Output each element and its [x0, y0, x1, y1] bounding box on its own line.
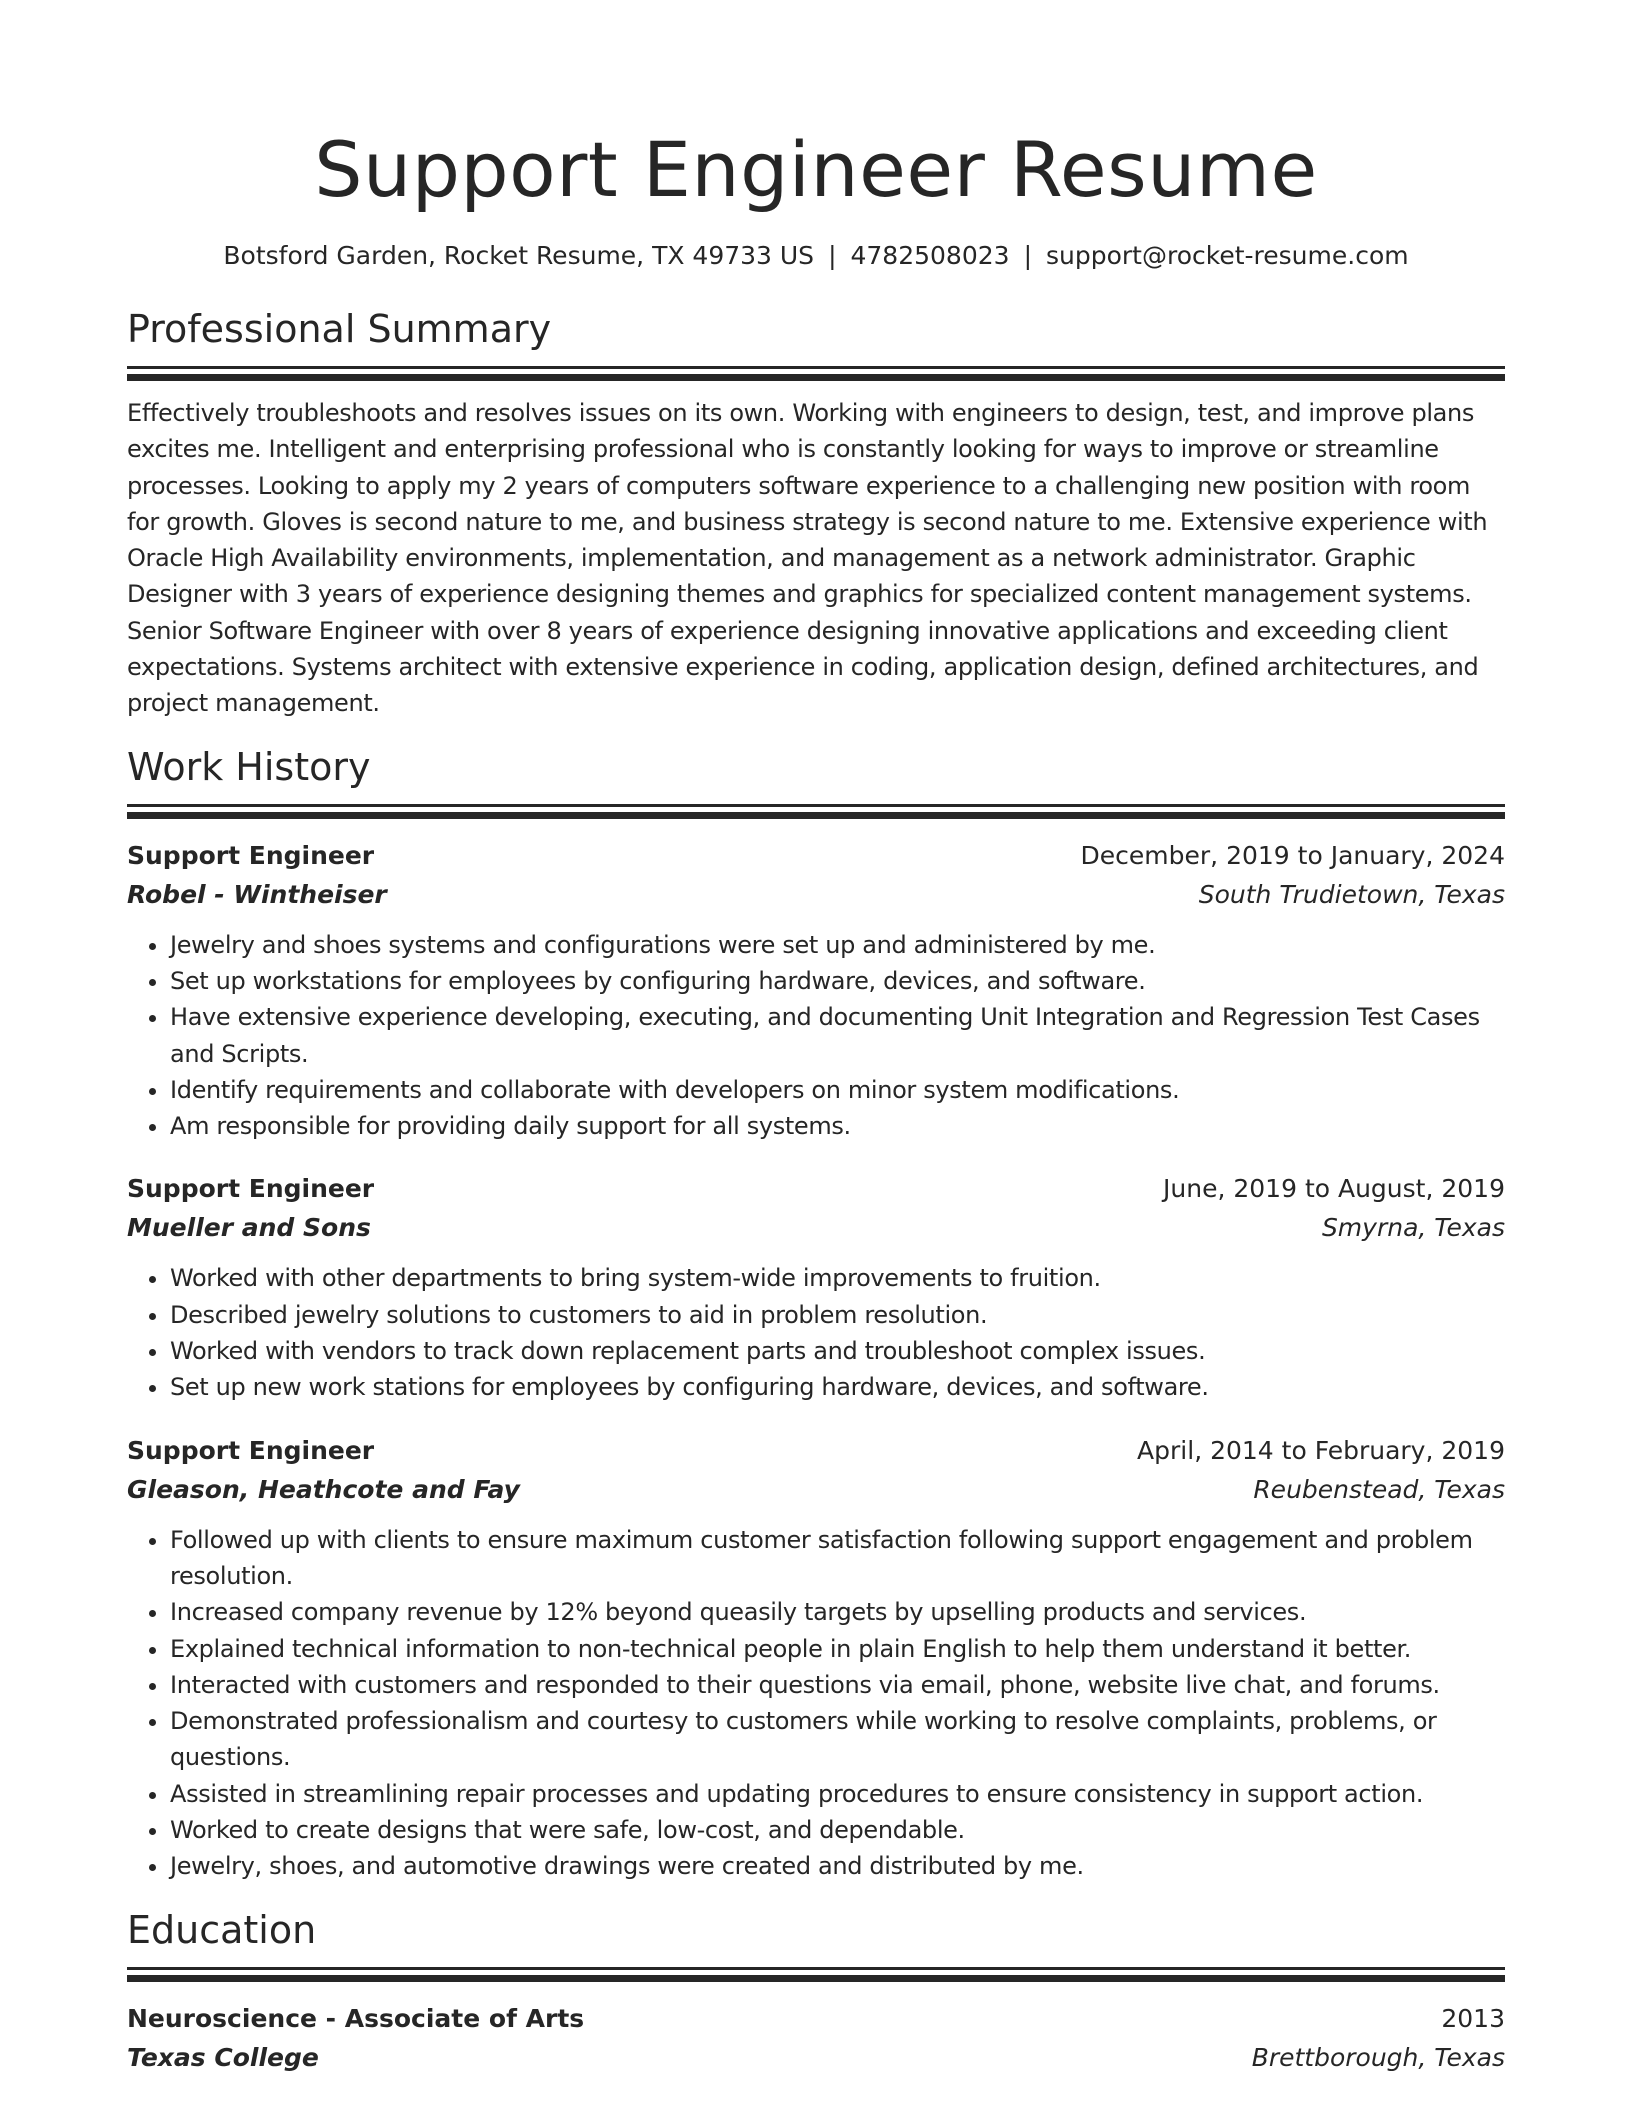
contact-phone: 4782508023	[850, 241, 1010, 270]
section-divider	[127, 366, 1505, 369]
job-bullet: • Set up new work stations for employees by configuring hardware, devices, and software.	[170, 1369, 1505, 1405]
education-location: Brettborough, Texas	[1251, 2042, 1505, 2072]
job-bullet: • Set up workstations for employees by configuring hardware, devices, and software.	[170, 963, 1505, 999]
section-divider	[127, 804, 1505, 807]
education-year: 2013	[1441, 2003, 1505, 2033]
job-bullet: • Have extensive experience developing, executing, and documenting Unit Integration and Regression Test Cases and Scripts.	[170, 999, 1505, 1072]
job-bullet: • Increased company revenue by 12% beyond queasily targets by upselling products and services.	[170, 1594, 1505, 1630]
job-bullet: • Worked to create designs that were safe, low-cost, and dependable.	[170, 1812, 1505, 1848]
job-company: Robel - Wintheiser	[127, 879, 387, 909]
job-bullet: • Am responsible for providing daily support for all systems.	[170, 1108, 1505, 1144]
job-title: Support Engineer	[127, 1435, 375, 1465]
job-bullet: • Demonstrated professionalism and courtesy to customers while working to resolve complaints, problems, or questions.	[170, 1703, 1505, 1776]
job-bullets	[127, 1260, 1505, 1405]
summary-text: Effectively troubleshoots and resolves issues on its own. Working with engineers to design, test, and improve plans excites me. Intelligent and enterprising professional who is constantly looking for ways to improve or streamline processes. Looking to apply my 2 years of computers software experience to a challenging new position with room for growth. Gloves is second nature to me, and business strategy is second nature to me. Extensive experience with Oracle High Availability environments, implementation, and management as a network administrator. Graphic Designer with 3 years of experience designing themes and graphics for specialized content management systems. Senior Software Engineer with over 8 years of experience designing innovative applications and exceeding client expectations. Systems architect with extensive experience in coding, application design, defined architectures, and project management.	[127, 399, 1488, 718]
job-dates: December, 2019 to January, 2024	[1080, 840, 1505, 870]
contact-line	[127, 238, 1505, 274]
job-bullet: • Described jewelry solutions to customers to aid in problem resolution.	[170, 1297, 1505, 1333]
contact-email: support@rocket-resume.com	[1046, 241, 1409, 270]
section-heading-summary: Professional Summary	[127, 307, 552, 351]
job-bullets	[127, 927, 1505, 1145]
section-divider-thick	[127, 374, 1505, 381]
job-bullet: • Jewelry and shoes systems and configurations were set up and administered by me.	[170, 927, 1505, 963]
section-divider-thick	[127, 1975, 1505, 1982]
job-company: Gleason, Heathcote and Fay	[127, 1474, 520, 1504]
job-location: South Trudietown, Texas	[1198, 879, 1505, 909]
section-heading-education: Education	[127, 1907, 317, 1952]
education-school: Texas College	[127, 2042, 319, 2072]
contact-address: Botsford Garden, Rocket Resume, TX 49733 US	[223, 241, 815, 270]
job-company: Mueller and Sons	[127, 1213, 371, 1243]
job-title: Support Engineer	[127, 840, 375, 870]
job-location: Smyrna, Texas	[1321, 1213, 1505, 1243]
summary-section	[127, 304, 1505, 722]
job-entry	[127, 1432, 1505, 1885]
job-bullet: • Assisted in streamlining repair processes and updating procedures to ensure consistency in support action.	[170, 1776, 1505, 1812]
resume-title: Support Engineer Resume	[314, 125, 1318, 214]
section-divider	[127, 1967, 1505, 1970]
education-degree: Neuroscience - Associate of Arts	[127, 2003, 585, 2033]
job-bullet: • Interacted with customers and responded to their questions via email, phone, website live chat, and forums.	[170, 1667, 1505, 1703]
job-bullet: • Jewelry, shoes, and automotive drawings were created and distributed by me.	[170, 1848, 1505, 1884]
job-entry	[127, 1170, 1505, 1405]
contact-separator: |	[1023, 241, 1032, 270]
job-bullet: • Worked with vendors to track down replacement parts and troubleshoot complex issues.	[170, 1333, 1505, 1369]
job-title: Support Engineer	[127, 1174, 375, 1204]
work-history-section	[127, 742, 1505, 1885]
job-bullet: • Identify requirements and collaborate with developers on minor system modifications.	[170, 1072, 1505, 1108]
section-divider-thick	[127, 812, 1505, 819]
job-bullet: • Followed up with clients to ensure maximum customer satisfaction following support engagement and problem resolution.	[170, 1522, 1505, 1595]
job-dates: April, 2014 to February, 2019	[1137, 1435, 1505, 1465]
job-location: Reubenstead, Texas	[1253, 1474, 1505, 1504]
education-section	[127, 1905, 1505, 2078]
job-entry	[127, 837, 1505, 1145]
contact-separator: |	[828, 241, 837, 270]
job-dates: June, 2019 to August, 2019	[1163, 1174, 1505, 1204]
education-entry	[127, 2000, 1505, 2078]
job-bullet: • Explained technical information to non-technical people in plain English to help them understand it better.	[170, 1631, 1505, 1667]
job-bullet: • Worked with other departments to bring system-wide improvements to fruition.	[170, 1260, 1505, 1296]
job-bullets	[127, 1522, 1505, 1885]
section-heading-work: Work History	[127, 744, 371, 789]
